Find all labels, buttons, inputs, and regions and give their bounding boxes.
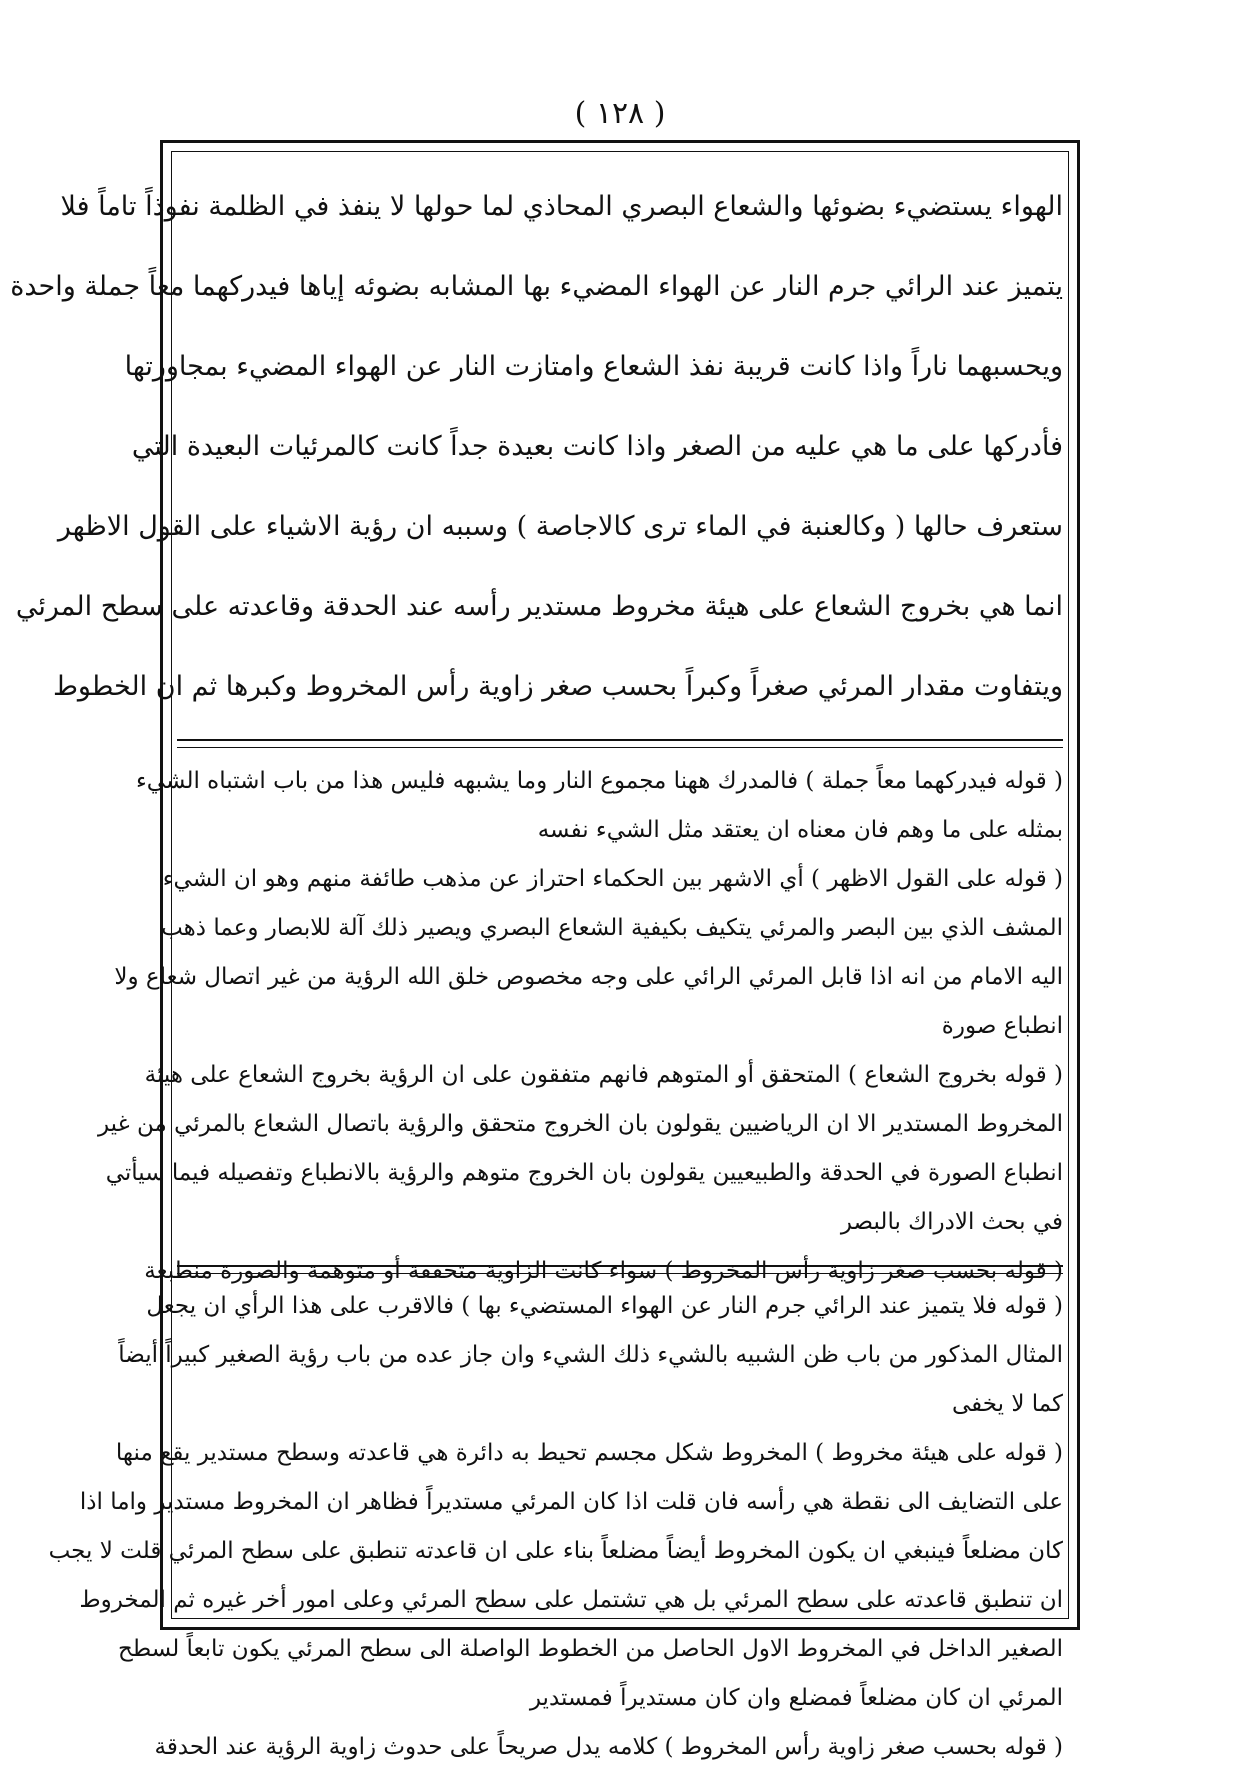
main-text [10, 167, 1063, 727]
main-text-line: يتميز عند الرائي جرم النار عن الهواء المضيء بها المشابه بضوئه إياها فيدركهما معاً جملة واحدة [10, 271, 1063, 302]
commentary-line: ( قوله على القول الاظهر ) أي الاشهر بين الحكماء احتراز عن مذهب طائفة منهم وهو ان الشيء [162, 866, 1063, 892]
commentary-line: اليه الامام من انه اذا قابل المرئي الرائي على وجه مخصوص خلق الله الرؤية من غير اتصال شعاع ولا [114, 964, 1063, 990]
page-content [10, 157, 1063, 1760]
commentary-line: في بحث الادراك بالبصر [840, 1209, 1063, 1235]
main-text-line: فأدركها على ما هي عليه من الصغر واذا كانت بعيدة جداً كانت كالمرئيات البعيدة التي [131, 431, 1063, 462]
commentary-line: بمثله على ما وهم فان معناه ان يعتقد مثل الشيء نفسه [537, 817, 1063, 843]
commentary-line: انطباع صورة [941, 1013, 1063, 1039]
main-text-line: ويتفاوت مقدار المرئي صغراً وكبراً بحسب صغر زاوية رأس المخروط وكبرها ثم ان الخطوط [52, 671, 1063, 702]
commentary-line: ( قوله بحسب صغر زاوية رأس المخروط ) سواء كانت الزاوية متحققة أو متوهمة والصورة منطبعة [144, 1258, 1063, 1284]
commentary-line: المشف الذي بين البصر والمرئي يتكيف بكيفية الشعاع البصري ويصير ذلك آلة للابصار وعما ذهب [161, 915, 1063, 941]
commentary-line: كان مضلعاً فينبغي ان يكون المخروط أيضاً مضلعاً بناء على ان قاعدته تنطبق على سطح المرئي قلت لا يجب [48, 1538, 1063, 1564]
commentary-line: المرئي ان كان مضلعاً فمضلع وان كان مستديراً فمستدير [529, 1685, 1063, 1711]
commentary-line: المخروط المستدير الا ان الرياضيين يقولون بان الخروج متحقق والرؤية باتصال الشعاع بالمرئي من غير [97, 1111, 1063, 1137]
commentary-second [48, 1282, 1063, 1760]
page-number: ( ١٢٨ ) [574, 96, 666, 131]
section-divider [177, 739, 1063, 748]
commentary-line: الصغير الداخل في المخروط الاول الحاصل من الخطوط الواصلة الى سطح المرئي يكون تابعاً لسطح [118, 1636, 1063, 1662]
page-frame [10, 140, 1080, 1760]
commentary-line: على التضايف الى نقطة هي رأسه فان قلت اذا كان المرئي مستديراً فظاهر ان المخروط مستدير واما اذا [79, 1489, 1063, 1515]
main-text-line: ستعرف حالها ( وكالعنبة في الماء ترى كالاجاصة ) وسببه ان رؤية الاشياء على القول الاظهر [57, 511, 1063, 542]
commentary-line: ( قوله بخروج الشعاع ) المتحقق أو المتوهم فانهم متفقون على ان الرؤية بخروج الشعاع على هيئة [144, 1062, 1063, 1088]
main-text-line: انما هي بخروج الشعاع على هيئة مخروط مستدير رأسه عند الحدقة وقاعدته على سطح المرئي [15, 591, 1063, 622]
main-text-line: الهواء يستضيء بضوئها والشعاع البصري المحاذي لما حولها لا ينفذ في الظلمة نفوذاً تاماً فلا [60, 191, 1063, 222]
commentary-line: ( قوله على هيئة مخروط ) المخروط شكل مجسم تحيط به دائرة هي قاعدته وسطح مستدير يقع منها [115, 1440, 1063, 1466]
commentary-line: انطباع الصورة في الحدقة والطبيعيين يقولون بان الخروج متوهم والرؤية بالانطباع وتفصيله فيما سيأتي [105, 1160, 1063, 1186]
main-text-line: ويحسبهما ناراً واذا كانت قريبة نفذ الشعاع وامتازت النار عن الهواء المضيء بمجاورتها [124, 351, 1063, 382]
commentary-first [97, 757, 1063, 1284]
commentary-line: ( قوله فيدركهما معاً جملة ) فالمدرك ههنا مجموع النار وما يشبهه فليس هذا من باب اشتباه الشيء [135, 768, 1063, 794]
section-divider [177, 1265, 1063, 1274]
commentary-line: ( قوله بحسب صغر زاوية رأس المخروط ) كلامه يدل صريحاً على حدوث زاوية الرؤية عند الحدقة [154, 1734, 1063, 1760]
commentary-line: المثال المذكور من باب ظن الشبيه بالشيء ذلك الشيء وان جاز عده من باب رؤية الصغير كبيراً أيضاً [118, 1342, 1063, 1368]
commentary-line: ( قوله فلا يتميز عند الرائي جرم النار عن الهواء المستضيء بها ) فالاقرب على هذا الرأي ان يجعل [146, 1293, 1063, 1319]
commentary-line: كما لا يخفى [951, 1391, 1063, 1417]
commentary-line: ان تنطبق قاعدته على سطح المرئي بل هي تشتمل على سطح المرئي وعلى امور أخر غيره ثم المخروط [79, 1587, 1063, 1613]
